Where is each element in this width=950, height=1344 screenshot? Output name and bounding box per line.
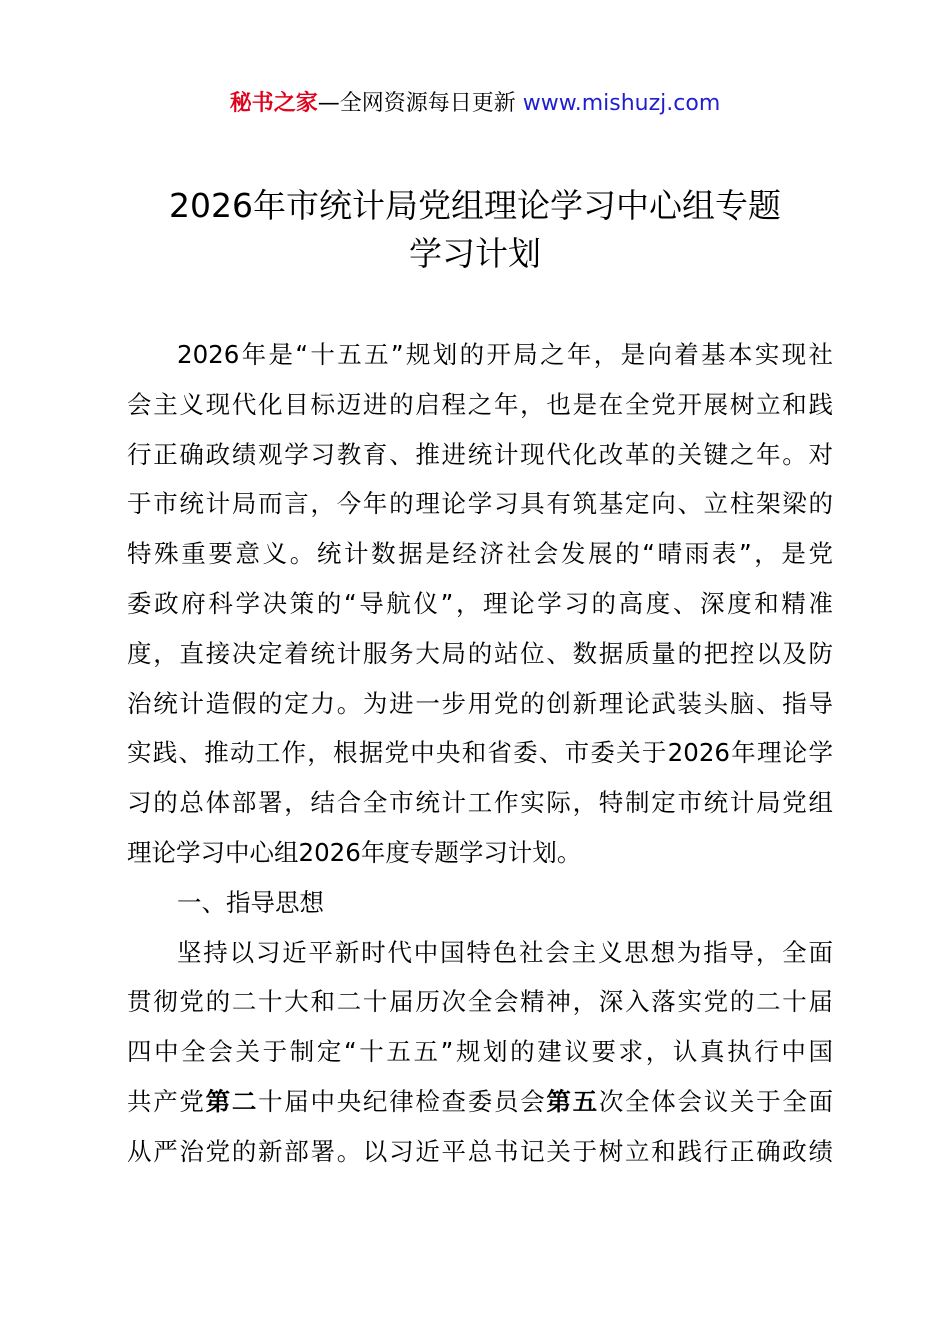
intro-line-10: 习的总体部署，结合全市统计工作实际，特制定市统计局党组: [127, 788, 833, 818]
intro-paragraph: [127, 330, 833, 878]
line4-bold-2: 第五: [546, 1086, 599, 1116]
line4-part-a: 共产党: [127, 1086, 206, 1116]
section1-paragraph: [127, 928, 833, 1177]
document-title: [0, 182, 950, 278]
line4-bold-1: 第二: [205, 1086, 259, 1116]
intro-line-4: 于市统计局而言，今年的理论学习具有筑基定向、立柱架梁的: [127, 489, 833, 519]
site-header: [0, 88, 950, 120]
intro-line-8: 治统计造假的定力。为进一步用党的创新理论武装头脑、指导: [127, 688, 833, 718]
line4-part-e: 次全体会议关于全面: [598, 1086, 834, 1116]
intro-line-5: 特殊重要意义。统计数据是经济社会发展的“晴雨表”，是党: [127, 539, 833, 569]
section1-line-2: 贯彻党的二十大和二十届历次全会精神，深入落实党的二十届: [127, 987, 833, 1017]
intro-line-6: 委政府科学决策的“导航仪”，理论学习的高度、深度和精准: [127, 588, 833, 618]
title-line-1: 2026年市统计局党组理论学习中心组专题: [169, 186, 781, 225]
intro-line-2: 会主义现代化目标迈进的启程之年，也是在全党开展树立和践: [127, 389, 833, 419]
section1-line-4: [127, 1077, 833, 1127]
section1-line-5: 从严治党的新部署。以习近平总书记关于树立和践行正确政绩: [127, 1136, 833, 1166]
intro-line-11: 理论学习中心组2026年度专题学习计划。: [127, 837, 582, 867]
site-url[interactable]: www.mishuzj.com: [522, 91, 721, 116]
section-heading-guiding-thought: 一、指导思想: [177, 887, 324, 917]
document-body: [127, 330, 833, 1177]
intro-line-9: 实践、推动工作，根据党中央和省委、市委关于2026年理论学: [127, 738, 833, 768]
brand-name: 秘书之家: [229, 91, 318, 116]
section1-line-3: 四中全会关于制定“十五五”规划的建议要求，认真执行中国: [127, 1037, 833, 1067]
title-line-2: 学习计划: [409, 234, 541, 273]
header-tagline: —全网资源每日更新: [317, 91, 516, 116]
intro-line-3: 行正确政绩观学习教育、推进统计现代化改革的关键之年。对: [127, 439, 833, 469]
section1-line-1: 坚持以习近平新时代中国特色社会主义思想为指导，全面: [177, 937, 833, 967]
intro-line-7: 度，直接决定着统计服务大局的站位、数据质量的把控以及防: [127, 638, 833, 668]
line4-part-c: 十届中央纪律检查委员会: [258, 1086, 547, 1116]
intro-line-1: 2026年是“十五五”规划的开局之年，是向着基本实现社: [177, 340, 833, 369]
